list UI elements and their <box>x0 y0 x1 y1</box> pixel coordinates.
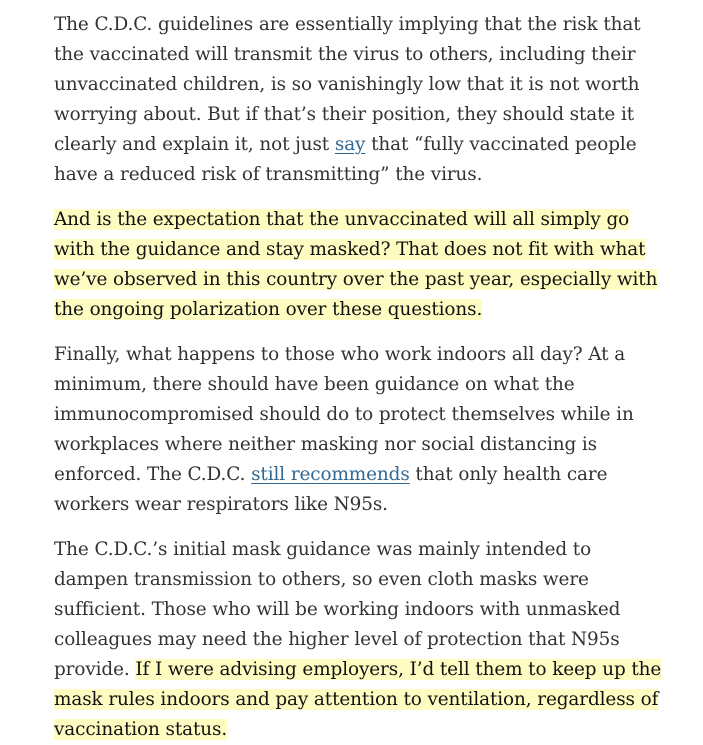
paragraph-text: Finally, what happens to those who work indoors all day? At a minimum, there should have been guidance on what the immunocompromised should do to protect themselves while in workplaces where neither masking nor social distancing is enforced. The C.D.C. <box>54 344 634 485</box>
paragraph-text: that “fully vaccinated people have a reduced risk of transmitting” the virus. <box>54 134 637 185</box>
paragraph-cdc-guidelines <box>54 10 664 190</box>
paragraph-indoor-workers <box>54 340 664 520</box>
paragraph-text: The C.D.C. guidelines are essentially implying that the risk that the vaccinated will transmit the virus to others, including their unvaccinated children, is so vanishingly low that it is not worth worrying about. But if that’s their position, they should state it clearly and explain it, not just <box>54 14 641 155</box>
still-recommends-link[interactable]: still recommends <box>251 464 410 485</box>
paragraph-mask-guidance <box>54 535 664 745</box>
article-body <box>54 0 664 745</box>
paragraph-unvaccinated-expectation <box>54 205 664 325</box>
paragraph-text: The C.D.C.’s initial mask guidance was mainly intended to dampen transmission to others, so even cloth masks were sufficient. Those who will be working indoors with unmasked colleagues may need the higher level of protection that N95s provide. <box>54 539 621 680</box>
highlighted-passage: If I were advising employers, I’d tell them to keep up the mask rules indoors and pay attention to ventilation, regardless of vaccination status. <box>54 659 662 740</box>
highlighted-passage: And is the expectation that the unvaccinated will all simply go with the guidance and stay masked? That does not fit with what we’ve observed in this country over the past year, especially with the ongoing polarization over these questions. <box>54 209 658 320</box>
paragraph-text: that only health care workers wear respirators like N95s. <box>54 464 608 515</box>
say-link[interactable]: say <box>334 134 366 155</box>
